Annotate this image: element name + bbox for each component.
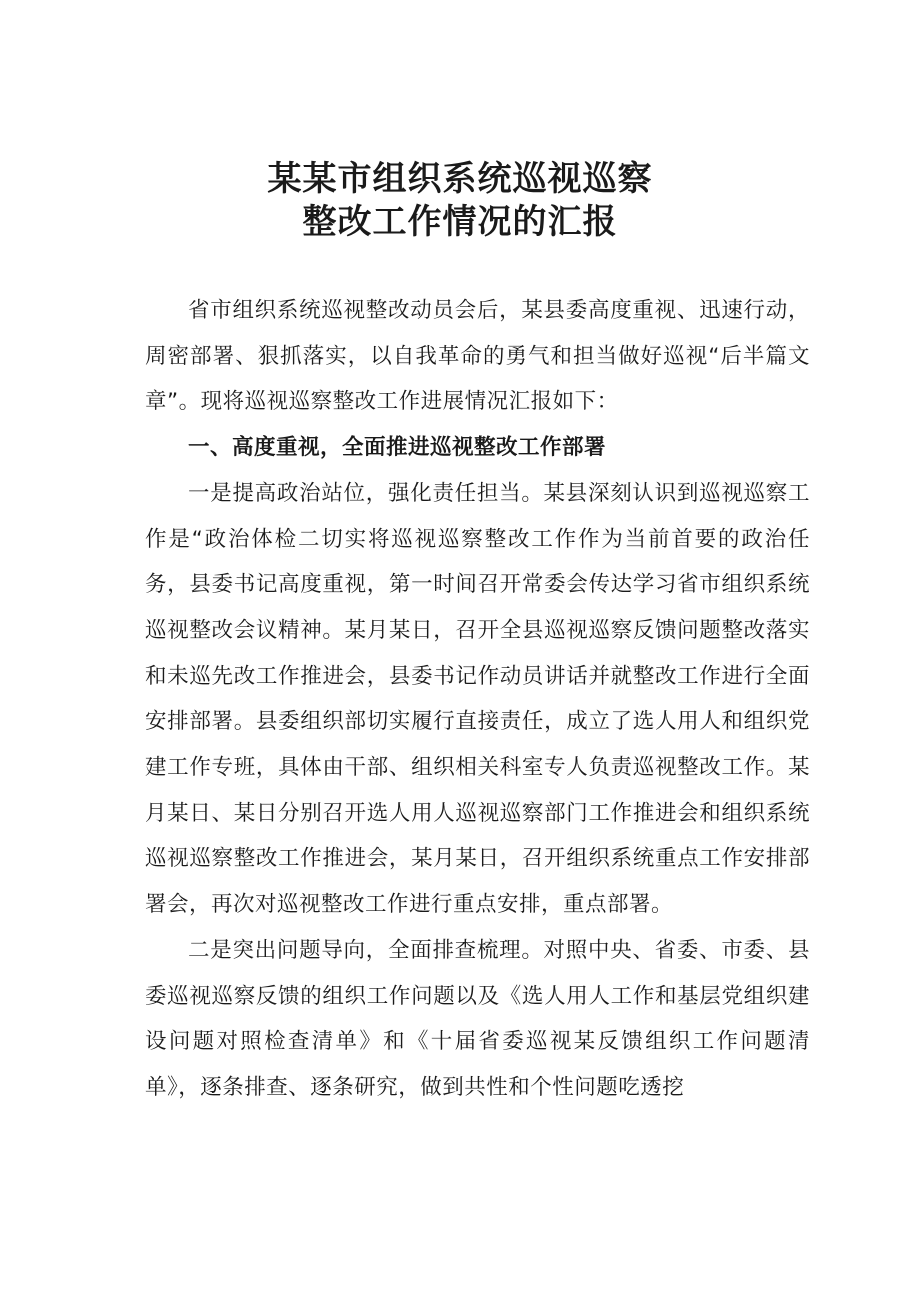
document-title-line-2: 整改工作情况的汇报 (302, 202, 618, 242)
paragraph-2: 二是突出问题导向，全面排查梳理。对照中央、省委、市委、县委巡视巡察反馈的组织工作问题以及《选人用人工作和基层党组织建设问题对照检查清单》和《十届省委巡视某反馈组织工作问题清单》，逐条排查、逐条研究，做到共性和个性问题吃透挖 (145, 937, 810, 1100)
intro-paragraph: 省市组织系统巡视整改动员会后，某县委高度重视、迅速行动，周密部署、狠抓落实，以自我革命的勇气和担当做好巡视“后半篇文章”。现将巡视巡察整改工作进展情况汇报如下： (145, 298, 810, 415)
paragraph-1: 一是提高政治站位，强化责任担当。某县深刻认识到巡视巡察工作是“政治体检二切实将巡视巡察整改工作作为当前首要的政治任务，县委书记高度重视，第一时间召开常委会传达学习省市组织系统巡视整改会议精神。某月某日，召开全县巡视巡察反馈问题整改落实和未巡先改工作推进会，县委书记作动员讲话并就整改工作进行全面安排部署。县委组织部切实履行直接责任，成立了选人用人和组织党建工作专班，具体由干部、组织相关科室专人负责巡视整改工作。某月某日、某日分别召开选人用人巡视巡察部门工作推进会和组织系统巡视巡察整改工作推进会，某月某日，召开组织系统重点工作安排部署会，再次对巡视整改工作进行重点安排，重点部署。 (145, 480, 810, 918)
section-heading-1: 一、高度重视，全面推进巡视整改工作部署 (188, 435, 607, 461)
document-title-line-1: 某某市组织系统巡视巡察 (267, 159, 653, 199)
document-body (145, 288, 810, 1111)
